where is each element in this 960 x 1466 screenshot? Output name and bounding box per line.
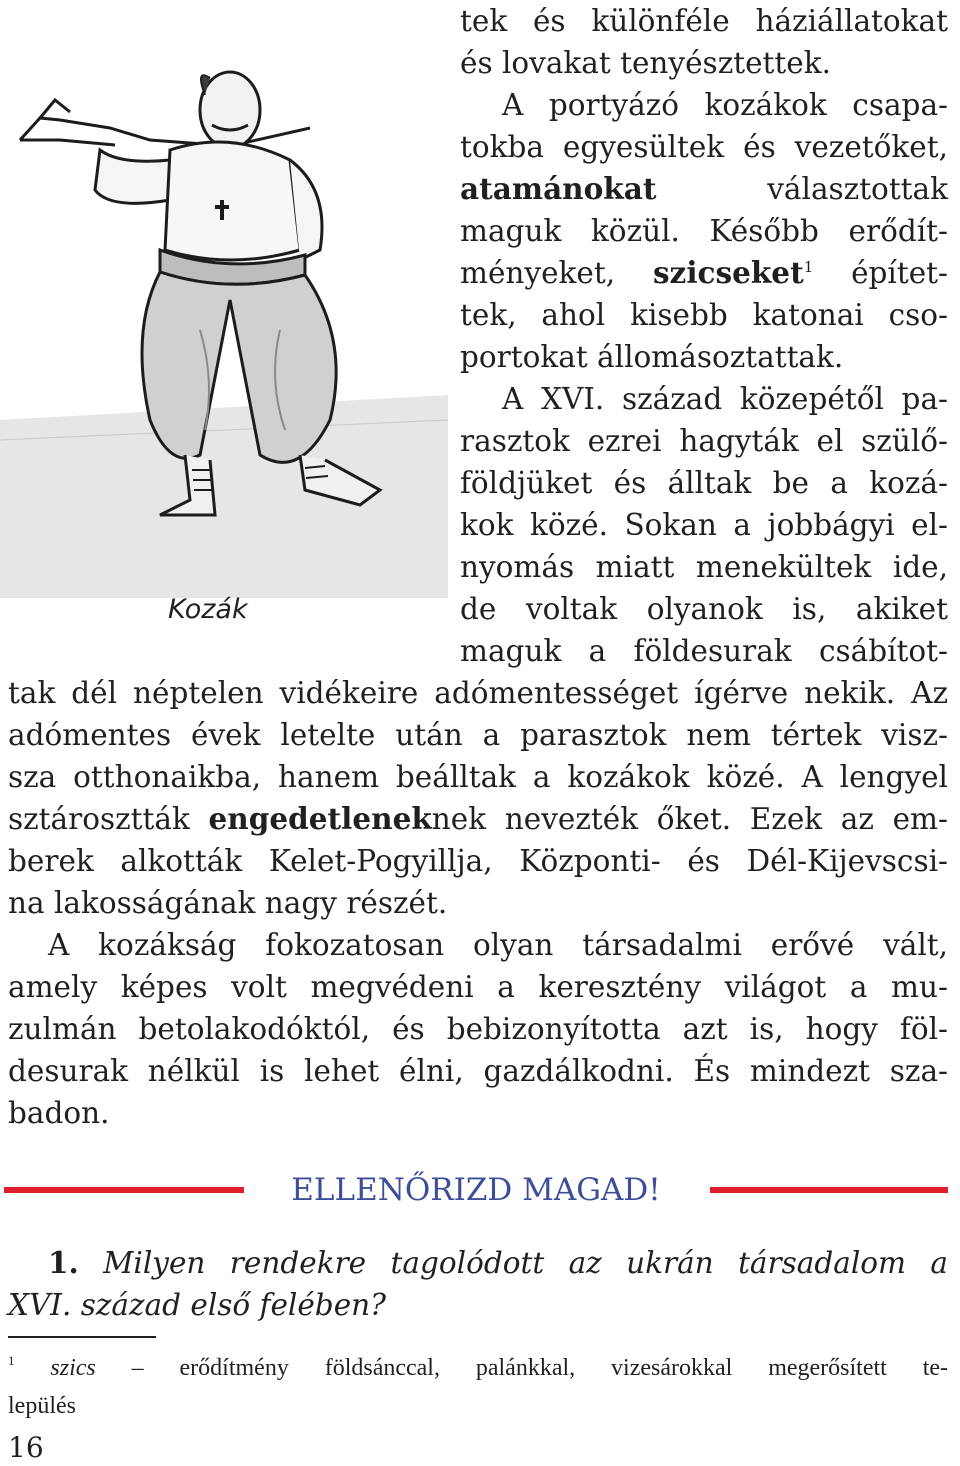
text-line: zulmán betolakodóktól, és bebizonyította azt is, hogy föl- <box>8 1012 948 1046</box>
section-rule-right <box>710 1187 948 1193</box>
text-line: badon. <box>8 1096 110 1130</box>
footnote-text-continued: lepülés <box>8 1393 76 1419</box>
text-line: és lovakat tenyésztettek. <box>460 46 831 80</box>
text-line: portokat állomásoztattak. <box>460 340 844 374</box>
text-line: tek és különféle háziállatokat <box>460 4 948 38</box>
text-line: tak dél néptelen vidékeire adómentességet ígérve nekik. Az <box>8 676 948 710</box>
footnote-ref: 1 <box>803 258 814 276</box>
footnote-dash: – <box>131 1355 144 1381</box>
text-line: sza otthonaikba, hanem beálltak a kozákok közé. A lengyel <box>8 760 948 794</box>
cossack-drawing <box>0 0 448 598</box>
text-line: desurak nélkül is lehet élni, gazdálkodni. És mindezt sza- <box>8 1054 948 1088</box>
text-fragment: építet- <box>851 256 948 290</box>
text-line: adómentes évek letelte után a parasztok nem tértek visz- <box>8 718 948 752</box>
text-line: rasztok ezrei hagyták el szülő- <box>460 424 948 458</box>
question-text-continued: XVI. század első felében? <box>8 1288 386 1322</box>
cossack-illustration <box>0 0 448 598</box>
text-line: nyomás miatt menekültek ide, <box>460 550 948 584</box>
text-line: amely képes volt megvédeni a keresztény világot a mu- <box>8 970 948 1004</box>
term-szics: szicseket <box>652 255 804 290</box>
text-line <box>460 168 948 210</box>
text-line: A kozákság fokozatosan olyan társadalmi erővé vált, <box>48 928 948 962</box>
section-rule-left <box>4 1187 244 1193</box>
text-line: de voltak olyanok is, akiket <box>460 592 948 626</box>
question-text: Milyen rendekre tagolódott az ukrán társadalom a <box>103 1246 948 1280</box>
text-line <box>8 798 948 840</box>
footnote-rule <box>8 1336 156 1338</box>
term-atamanok: atamánokat <box>460 171 657 206</box>
text-fragment: nek nevezték őket. Ezek az em- <box>431 802 948 836</box>
term-engedetlenek: engedetlenek <box>208 801 432 836</box>
footnote-mark: 1 <box>8 1353 15 1368</box>
footnote-text: erődítmény földsánccal, palánkkal, vizesárokkal megerősített te- <box>179 1355 949 1381</box>
question-number: 1. <box>48 1245 79 1280</box>
text-line: berek alkották Kelet-Pogyillja, Központi- és Dél-Kijevscsi- <box>8 844 948 878</box>
footnote-term: szics <box>50 1355 96 1381</box>
text-fragment: sztárosztták <box>8 802 190 836</box>
section-heading: ELLENŐRIZD MAGAD! <box>291 1172 661 1208</box>
question-item <box>48 1242 948 1284</box>
text-line: földjüket és álltak be a kozá- <box>460 466 948 500</box>
text-fragment: választottak <box>767 172 948 206</box>
figure-caption: Kozák <box>168 594 248 625</box>
text-line: na lakosságának nagy részét. <box>8 886 448 920</box>
text-line <box>460 252 948 294</box>
text-line: maguk a földesurak csábítot- <box>460 634 948 668</box>
text-line: kok közé. Sokan a jobbágyi el- <box>460 508 948 542</box>
text-line: A XVI. század közepétől pa- <box>502 382 948 416</box>
text-line: tek, ahol kisebb katonai cso- <box>460 298 948 332</box>
text-fragment: ményeket, <box>460 256 616 290</box>
text-line: A portyázó kozákok csapa- <box>502 88 948 122</box>
text-line: maguk közül. Később erődít- <box>460 214 948 248</box>
page-number: 16 <box>8 1431 44 1464</box>
footnote <box>8 1350 948 1386</box>
text-line: tokba egyesültek és vezetőket, <box>460 130 948 164</box>
